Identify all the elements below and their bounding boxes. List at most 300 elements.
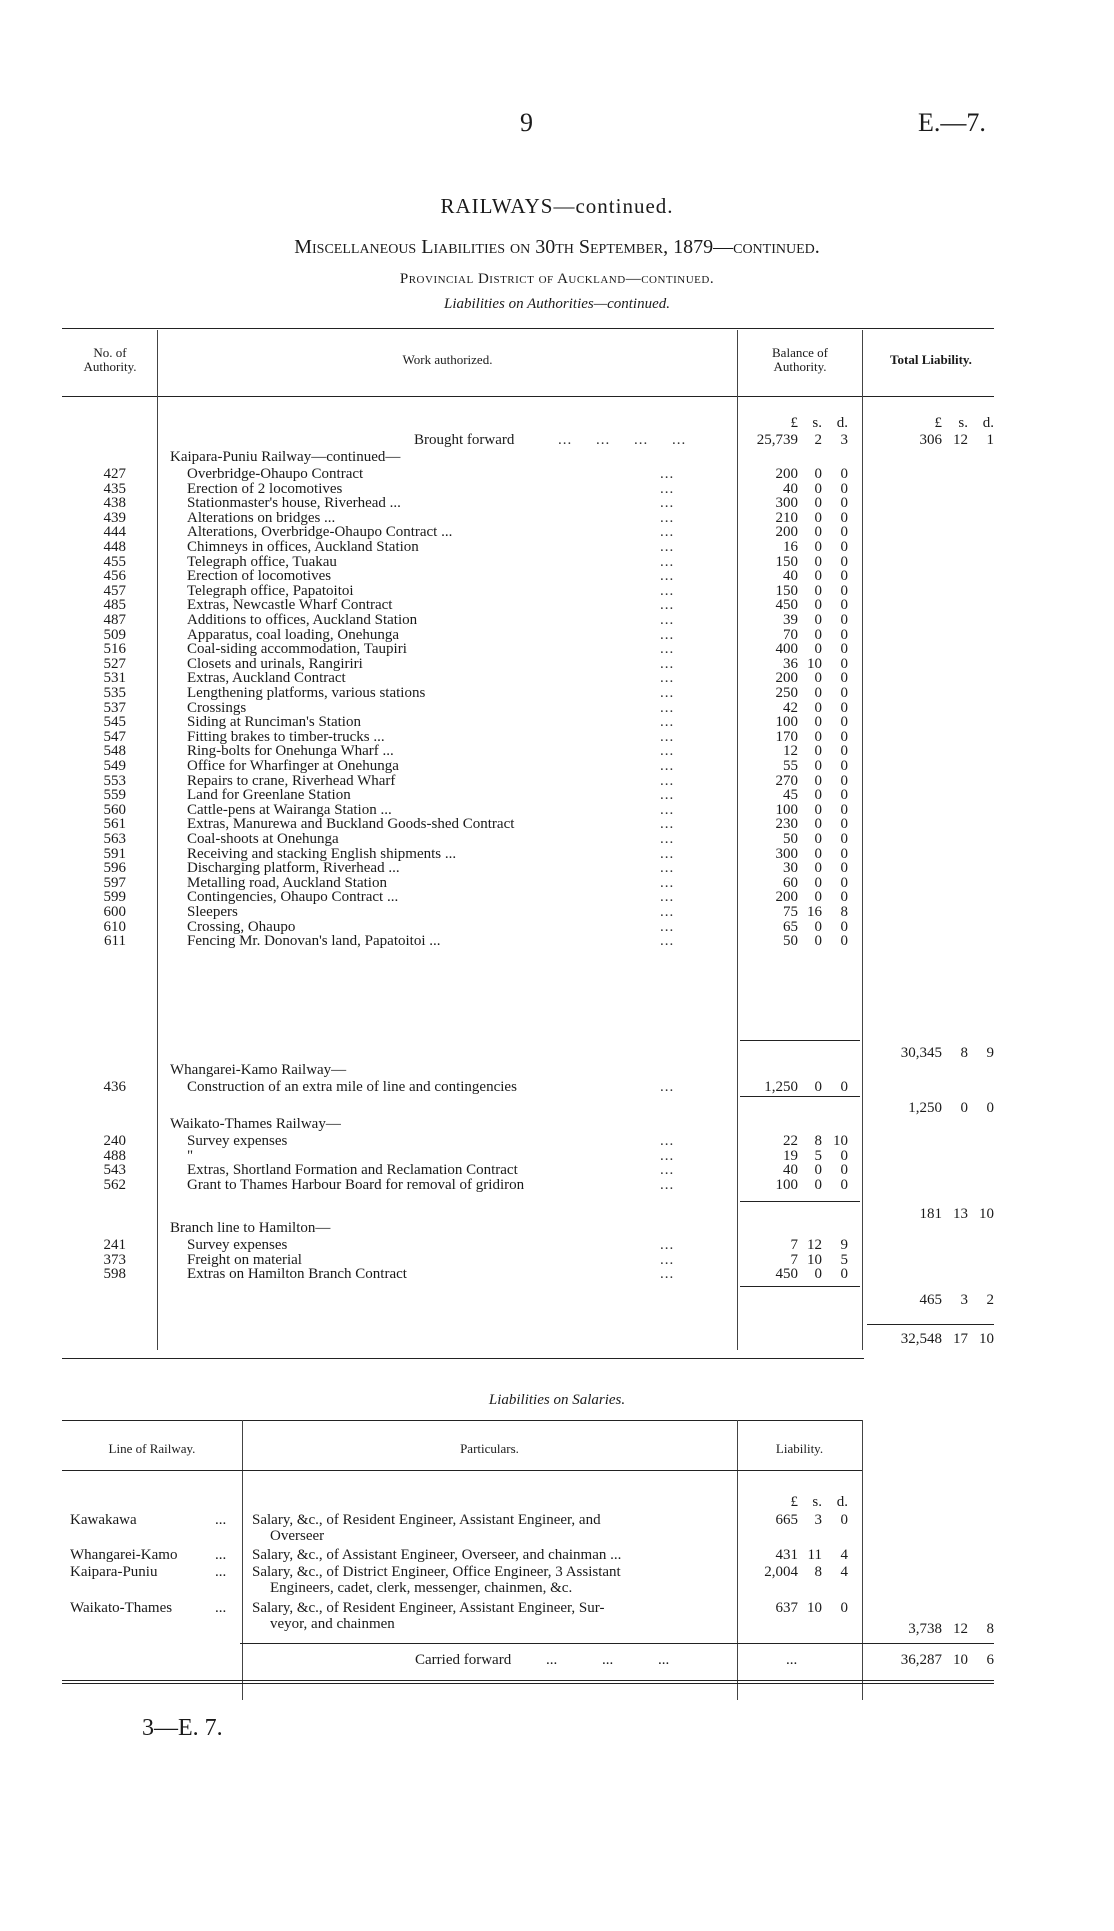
- cell-auth: 427: [103, 466, 126, 482]
- cell-work: Crossing, Ohaupo: [187, 918, 296, 935]
- cell-d: 0: [840, 1266, 848, 1283]
- group-total-l: 1,250: [908, 1100, 942, 1116]
- table-top-rule: [62, 328, 994, 329]
- cell-d: 0: [840, 728, 848, 745]
- salary-d: 4: [840, 1547, 848, 1563]
- group-heading: Waikato-Thames Railway—: [170, 1116, 341, 1132]
- cell-auth: 562: [103, 1176, 126, 1193]
- cell-work: Extras on Hamilton Branch Contract: [187, 1266, 407, 1283]
- cell-auth: 611: [104, 933, 126, 950]
- bottom-rule-1: [62, 1680, 994, 1681]
- cell-work: Extras, Auckland Contract: [187, 670, 346, 687]
- sal-col-particulars: Particulars.: [460, 1441, 519, 1456]
- cell-l: 40: [783, 1162, 798, 1179]
- salary-l: 431: [775, 1547, 798, 1563]
- cell-l: 210: [775, 509, 798, 526]
- group-heading: Whangarei-Kamo Railway—: [170, 1062, 347, 1078]
- cell-auth: 487: [103, 612, 126, 628]
- line-of-railway: Kawakawa: [70, 1512, 137, 1528]
- cell-work: Closets and urinals, Rangiriri: [187, 655, 363, 672]
- cell-auth: 545: [103, 714, 126, 731]
- particulars-line-1: Salary, &c., of Resident Engineer, Assistant Engineer, and: [252, 1512, 601, 1528]
- cell-d: 0: [840, 743, 848, 760]
- sal-col-line: Line of Railway.: [108, 1441, 196, 1456]
- leader-dots: ...: [215, 1600, 227, 1616]
- salary-l: 637: [775, 1600, 798, 1616]
- sal-unit-pence: d.: [836, 1494, 848, 1510]
- main-title: RAILWAYS—continued.: [440, 194, 674, 218]
- cf-total-d: 6: [986, 1652, 994, 1668]
- particulars-line-2: Engineers, cadet, clerk, messenger, chainmen, &c.: [270, 1580, 573, 1596]
- group-total-row: [0, 1292, 1114, 1309]
- cell-auth: 485: [103, 597, 126, 614]
- leader-dots: ...: [660, 714, 675, 731]
- group-total-l: 181: [919, 1206, 942, 1222]
- cell-auth: 488: [103, 1147, 126, 1164]
- cell-work: Sleepers: [187, 904, 238, 920]
- cell-work: Siding at Runciman's Station: [187, 714, 361, 731]
- leader-dots: ...: [660, 845, 675, 862]
- cell-l: 170: [775, 728, 798, 745]
- col-head-total: Total Liability.: [890, 352, 972, 367]
- salaries-total-row: [0, 1621, 1114, 1638]
- cell-d: 0: [840, 874, 848, 891]
- cell-s: 0: [814, 860, 822, 877]
- leader-dots: ...: [660, 466, 675, 482]
- cell-s: 0: [814, 816, 822, 833]
- cell-l: 100: [775, 801, 798, 818]
- unit-pence-total: d.: [982, 415, 994, 431]
- cell-l: 400: [775, 641, 798, 658]
- cell-work: Contingencies, Ohaupo Contract ...: [187, 889, 399, 906]
- cell-l: 1,250: [764, 1079, 798, 1095]
- cell-work: Survey expenses: [187, 1133, 288, 1149]
- cell-l: 19: [783, 1147, 798, 1164]
- cell-work: Extras, Manurewa and Buckland Goods-shed Contract: [187, 816, 515, 833]
- leader-dots: ...: [660, 524, 675, 541]
- cell-auth: 527: [103, 655, 126, 672]
- group-total-s: 0: [960, 1100, 968, 1116]
- leader-dots: ...: [660, 860, 675, 877]
- leader-dots: ...: [660, 1133, 675, 1149]
- unit-pence: d.: [836, 415, 848, 431]
- cell-work: Fitting brakes to timber-trucks ...: [187, 728, 385, 745]
- cell-s: 0: [814, 568, 822, 585]
- salary-l: 665: [775, 1512, 798, 1528]
- particulars-line-2: Overseer: [270, 1528, 325, 1544]
- leader-dots: ...: [660, 816, 675, 833]
- cell-work: Apparatus, coal loading, Onehunga: [187, 626, 400, 643]
- leader-dots: ...: [660, 889, 675, 906]
- carried-forward-dots-2: ...: [602, 1652, 614, 1668]
- cell-l: 42: [783, 699, 798, 716]
- cell-d: 0: [840, 860, 848, 877]
- cell-d: 0: [840, 685, 848, 701]
- cell-l: 50: [783, 933, 798, 950]
- cell-l: 40: [783, 568, 798, 585]
- leader-dots: ...: [660, 728, 675, 745]
- cell-auth: 535: [103, 685, 126, 701]
- cell-s: 0: [814, 670, 822, 687]
- cell-work: Fencing Mr. Donovan's land, Papatoitoi ...: [187, 933, 441, 950]
- cell-auth: 543: [103, 1162, 126, 1179]
- particulars-line-1: Salary, &c., of Resident Engineer, Assistant Engineer, Sur-: [252, 1600, 605, 1616]
- cell-l: 36: [783, 655, 798, 672]
- cell-d: 0: [840, 918, 848, 935]
- cell-l: 100: [775, 714, 798, 731]
- cell-l: 200: [775, 670, 798, 687]
- line-of-railway: Kaipara-Puniu: [70, 1564, 158, 1580]
- salary-s: 8: [814, 1564, 822, 1580]
- leader-dots: ...: [660, 582, 675, 599]
- group-subtotal-rule: [740, 1040, 860, 1041]
- cell-l: 450: [775, 597, 798, 614]
- cell-s: 0: [814, 801, 822, 818]
- bottom-rule-2: [62, 1683, 994, 1684]
- cell-d: 0: [840, 655, 848, 672]
- cell-auth: 456: [103, 568, 126, 585]
- cell-s: 0: [814, 626, 822, 643]
- cell-auth: 598: [103, 1266, 126, 1283]
- carried-forward-row: [0, 1652, 1114, 1669]
- cell-s: 0: [814, 582, 822, 599]
- cell-auth: 373: [103, 1251, 126, 1268]
- group-total-l: 30,345: [900, 1045, 942, 1061]
- cell-work: Telegraph office, Papatoitoi: [187, 582, 354, 599]
- cell-auth: 547: [103, 728, 126, 745]
- cell-d: 0: [840, 933, 848, 950]
- leader-dots: ...: [660, 685, 675, 701]
- cell-l: 55: [783, 758, 798, 774]
- cell-work: Extras, Shortland Formation and Reclamation Contract: [187, 1162, 518, 1179]
- cell-s: 0: [814, 524, 822, 541]
- table-bottom-rule: [62, 1358, 864, 1359]
- cell-s: 0: [814, 466, 822, 482]
- cell-s: 0: [814, 509, 822, 526]
- cell-d: 0: [840, 758, 848, 774]
- line-of-railway: Waikato-Thames: [70, 1600, 173, 1616]
- cell-s: 0: [814, 933, 822, 950]
- cell-l: 75: [783, 904, 798, 920]
- group-total-s: 3: [960, 1292, 968, 1308]
- cell-auth: 553: [103, 772, 126, 789]
- bf-bal-l: 25,739: [756, 432, 798, 448]
- cell-d: 0: [840, 539, 848, 555]
- salaries-top-rule: [62, 1420, 862, 1421]
- salary-s: 10: [807, 1600, 822, 1616]
- leader-dots: ...: [660, 1162, 675, 1179]
- particulars-line-2: veyor, and chainmen: [270, 1616, 395, 1632]
- brought-forward-label: Brought forward: [414, 432, 515, 448]
- cell-d: 8: [840, 904, 848, 920]
- cell-s: 0: [814, 553, 822, 570]
- cell-auth: 241: [103, 1237, 126, 1253]
- salaries-header-rule: [62, 1470, 862, 1471]
- cell-auth: 455: [103, 553, 126, 570]
- cell-l: 22: [783, 1133, 798, 1149]
- cell-s: 0: [814, 831, 822, 847]
- bf-bal-d: 3: [840, 432, 848, 448]
- cell-l: 150: [775, 582, 798, 599]
- cell-l: 16: [783, 539, 798, 555]
- cell-work: Survey expenses: [187, 1237, 288, 1253]
- leader-dots: ...: [660, 612, 675, 628]
- cell-auth: 509: [103, 626, 126, 643]
- cell-work: Erection of locomotives: [187, 568, 332, 585]
- group-total-l: 465: [919, 1292, 942, 1308]
- unit-pound: £: [790, 415, 798, 431]
- cell-s: 10: [807, 1251, 822, 1268]
- cell-work: Telegraph office, Tuakau: [187, 553, 337, 570]
- cell-d: 0: [840, 553, 848, 570]
- cell-l: 250: [775, 685, 798, 701]
- cell-work: Alterations on bridges ...: [187, 509, 336, 526]
- leader-dots: ...: [660, 758, 675, 774]
- salary-d: 4: [840, 1564, 848, 1580]
- table-row: [0, 1177, 1114, 1194]
- cell-auth: 439: [103, 509, 126, 526]
- cell-d: 0: [840, 612, 848, 628]
- cell-work: Cattle-pens at Wairanga Station ...: [187, 801, 392, 818]
- cell-l: 50: [783, 831, 798, 847]
- leader-dots: ...: [660, 1251, 675, 1268]
- bf-tot-l: 306: [919, 432, 942, 448]
- cell-work: Receiving and stacking English shipments ...: [187, 845, 457, 862]
- cell-d: 0: [840, 845, 848, 862]
- bf-bal-s: 2: [814, 432, 822, 448]
- cell-d: 0: [840, 597, 848, 614]
- leader-dots: ...: [660, 772, 675, 789]
- cell-l: 30: [783, 860, 798, 877]
- cell-d: 0: [840, 699, 848, 716]
- cell-s: 0: [814, 743, 822, 760]
- leader-dots: ...: [660, 801, 675, 818]
- cell-d: 0: [840, 1079, 848, 1095]
- salary-s: 3: [814, 1512, 822, 1528]
- table-header-rule: [62, 396, 994, 397]
- leader-dots: ...: [660, 904, 675, 920]
- cell-work: Extras, Newcastle Wharf Contract: [187, 597, 393, 614]
- cell-work: Land for Greenlane Station: [187, 787, 351, 804]
- sal-total-s: 12: [953, 1621, 968, 1637]
- cell-auth: 435: [103, 480, 126, 497]
- leader-dots: ...: [660, 641, 675, 658]
- carried-forward-rule: [240, 1643, 994, 1644]
- cell-l: 7: [790, 1251, 798, 1268]
- sal-total-d: 8: [986, 1621, 994, 1637]
- cell-l: 200: [775, 889, 798, 906]
- cell-work: Erection of 2 locomotives: [187, 480, 343, 497]
- cell-d: 5: [840, 1251, 848, 1268]
- cell-auth: 448: [103, 539, 126, 555]
- salary-d: 0: [840, 1512, 848, 1528]
- group-subtotal-rule: [740, 1286, 860, 1287]
- cell-work: Coal-shoots at Onehunga: [187, 831, 339, 847]
- cell-s: 0: [814, 772, 822, 789]
- auth-total-l: 32,548: [900, 1331, 942, 1347]
- salary-d: 0: [840, 1600, 848, 1616]
- cell-d: 10: [833, 1133, 848, 1149]
- cell-d: 0: [840, 1147, 848, 1164]
- leader-dots: ...: [660, 626, 675, 643]
- cell-auth: 600: [103, 904, 126, 920]
- salary-s: 11: [807, 1547, 822, 1563]
- carried-forward-dots-3: ...: [658, 1652, 670, 1668]
- subtitle: Miscellaneous Liabilities on 30th September, 1879—continued.: [294, 236, 820, 258]
- cell-s: 0: [814, 1176, 822, 1193]
- group-subtotal-rule: [740, 1201, 860, 1202]
- cell-auth: 559: [103, 787, 126, 804]
- cell-work: Construction of an extra mile of line and contingencies: [187, 1079, 517, 1095]
- leader-dots: ...: [660, 1079, 675, 1095]
- cell-s: 16: [807, 904, 822, 920]
- sal-col-liability: Liability.: [775, 1441, 824, 1456]
- district-title: Provincial District of Auckland—continued.: [399, 271, 715, 287]
- cell-s: 0: [814, 480, 822, 497]
- leader-dots: ...: [660, 787, 675, 804]
- cell-auth: 549: [103, 758, 126, 774]
- line-of-railway: Whangarei-Kamo: [70, 1547, 178, 1563]
- leader-dots: ...: [660, 1147, 675, 1164]
- group-total-s: 13: [953, 1206, 968, 1222]
- cell-l: 300: [775, 495, 798, 512]
- cell-auth: 591: [103, 845, 126, 862]
- cell-s: 0: [814, 1266, 822, 1283]
- cell-s: 0: [814, 889, 822, 906]
- cell-auth: 610: [103, 918, 126, 935]
- cell-d: 0: [840, 509, 848, 526]
- cell-auth: 560: [103, 801, 126, 818]
- units-row: [0, 415, 1114, 432]
- bf-tot-d: 1: [986, 432, 994, 448]
- cell-work: Office for Wharfinger at Onehunga: [187, 758, 399, 774]
- leader-dots: ...: [660, 480, 675, 497]
- cell-s: 10: [807, 655, 822, 672]
- cell-auth: 436: [103, 1079, 126, 1095]
- cell-auth: 599: [103, 889, 126, 906]
- cell-d: 0: [840, 524, 848, 541]
- cell-s: 0: [814, 845, 822, 862]
- group-total-row: [0, 1100, 1114, 1117]
- leader-dots: ...: [660, 553, 675, 570]
- particulars-line-1: Salary, &c., of Assistant Engineer, Overseer, and chainman ...: [252, 1547, 622, 1563]
- page-number: 9: [520, 108, 533, 137]
- group-total-row: [0, 1045, 1114, 1062]
- cell-s: 0: [814, 699, 822, 716]
- cell-l: 70: [783, 626, 798, 643]
- leader-dots: ...: [660, 495, 675, 512]
- cell-auth: 548: [103, 743, 126, 760]
- cell-work: Ring-bolts for Onehunga Wharf ...: [187, 743, 394, 760]
- cell-d: 0: [840, 466, 848, 482]
- cell-auth: 444: [103, 524, 126, 541]
- leader-dots: ...: [215, 1512, 227, 1528]
- cell-work: Lengthening platforms, various stations: [187, 685, 426, 701]
- cell-s: 0: [814, 787, 822, 804]
- cell-d: 0: [840, 626, 848, 643]
- cell-s: 0: [814, 539, 822, 555]
- group-total-d: 10: [979, 1206, 994, 1222]
- cell-work: Freight on material: [187, 1251, 302, 1268]
- group-total-d: 2: [986, 1292, 994, 1308]
- bf-tot-s: 12: [953, 432, 968, 448]
- cell-s: 0: [814, 597, 822, 614]
- group-total-d: 0: [986, 1100, 994, 1116]
- cell-l: 12: [783, 743, 798, 760]
- unit-pound-total: £: [934, 415, 942, 431]
- cell-l: 200: [775, 466, 798, 482]
- cf-total-s: 10: [953, 1652, 968, 1668]
- cell-auth: 531: [103, 670, 126, 687]
- carried-forward-balance-mark: ...: [786, 1652, 798, 1668]
- group-heading: Branch line to Hamilton—: [170, 1220, 331, 1236]
- carried-forward-label: Carried forward: [415, 1652, 512, 1668]
- leader-dots: ...: [660, 699, 675, 716]
- leader-dots: ...: [660, 568, 675, 585]
- cell-s: 0: [814, 641, 822, 658]
- document-code: E.—7.: [918, 108, 986, 137]
- cell-d: 0: [840, 1176, 848, 1193]
- cell-auth: 563: [103, 831, 126, 847]
- cell-s: 0: [814, 685, 822, 701]
- sal-total-l: 3,738: [908, 1621, 942, 1637]
- cell-s: 12: [807, 1237, 822, 1253]
- leader-dots: ...: [660, 539, 675, 555]
- footer-signature: 3—E. 7.: [142, 1715, 223, 1741]
- leader-dots: ...: [660, 831, 675, 847]
- cell-d: 0: [840, 801, 848, 818]
- leader-dots: ...: [215, 1564, 227, 1580]
- cell-work: Alterations, Overbridge-Ohaupo Contract ...: [187, 524, 453, 541]
- cell-d: 0: [840, 889, 848, 906]
- cell-s: 0: [814, 918, 822, 935]
- leader-dots: ...: [660, 874, 675, 891]
- leader-dots: ...: [215, 1547, 227, 1563]
- cell-auth: 457: [103, 582, 126, 599]
- cell-s: 0: [814, 495, 822, 512]
- cell-auth: 537: [103, 699, 126, 716]
- cell-d: 0: [840, 787, 848, 804]
- leader-dots: ...: [660, 933, 675, 950]
- sal-units-row: [0, 1494, 1114, 1511]
- cell-l: 200: [775, 524, 798, 541]
- leader-dots: ...: [660, 670, 675, 687]
- cell-d: 0: [840, 480, 848, 497]
- cell-l: 270: [775, 772, 798, 789]
- cell-l: 7: [790, 1237, 798, 1253]
- cell-l: 230: [775, 816, 798, 833]
- cell-work: Chimneys in offices, Auckland Station: [187, 539, 419, 555]
- cell-auth: 438: [103, 495, 126, 512]
- cell-auth: 597: [103, 874, 126, 891]
- cell-l: 65: [783, 918, 798, 935]
- cell-s: 0: [814, 1079, 822, 1095]
- group-subtotal-rule: [740, 1096, 860, 1097]
- carried-forward-dots: ...: [546, 1652, 558, 1668]
- cell-s: 8: [814, 1133, 822, 1149]
- group-heading: Kaipara-Puniu Railway—continued—: [170, 449, 401, 465]
- sal-unit-pound: £: [790, 1494, 798, 1510]
- leader-dots: ...: [660, 655, 675, 672]
- table-row: [0, 933, 1114, 950]
- cell-work: Grant to Thames Harbour Board for removal of gridiron: [187, 1176, 525, 1193]
- cell-work: Coal-siding accommodation, Taupiri: [187, 641, 407, 658]
- cell-l: 40: [783, 480, 798, 497]
- cell-l: 450: [775, 1266, 798, 1283]
- table-row: [0, 1266, 1114, 1283]
- cell-s: 5: [814, 1147, 822, 1164]
- cell-work: Discharging platform, Riverhead ...: [187, 860, 400, 877]
